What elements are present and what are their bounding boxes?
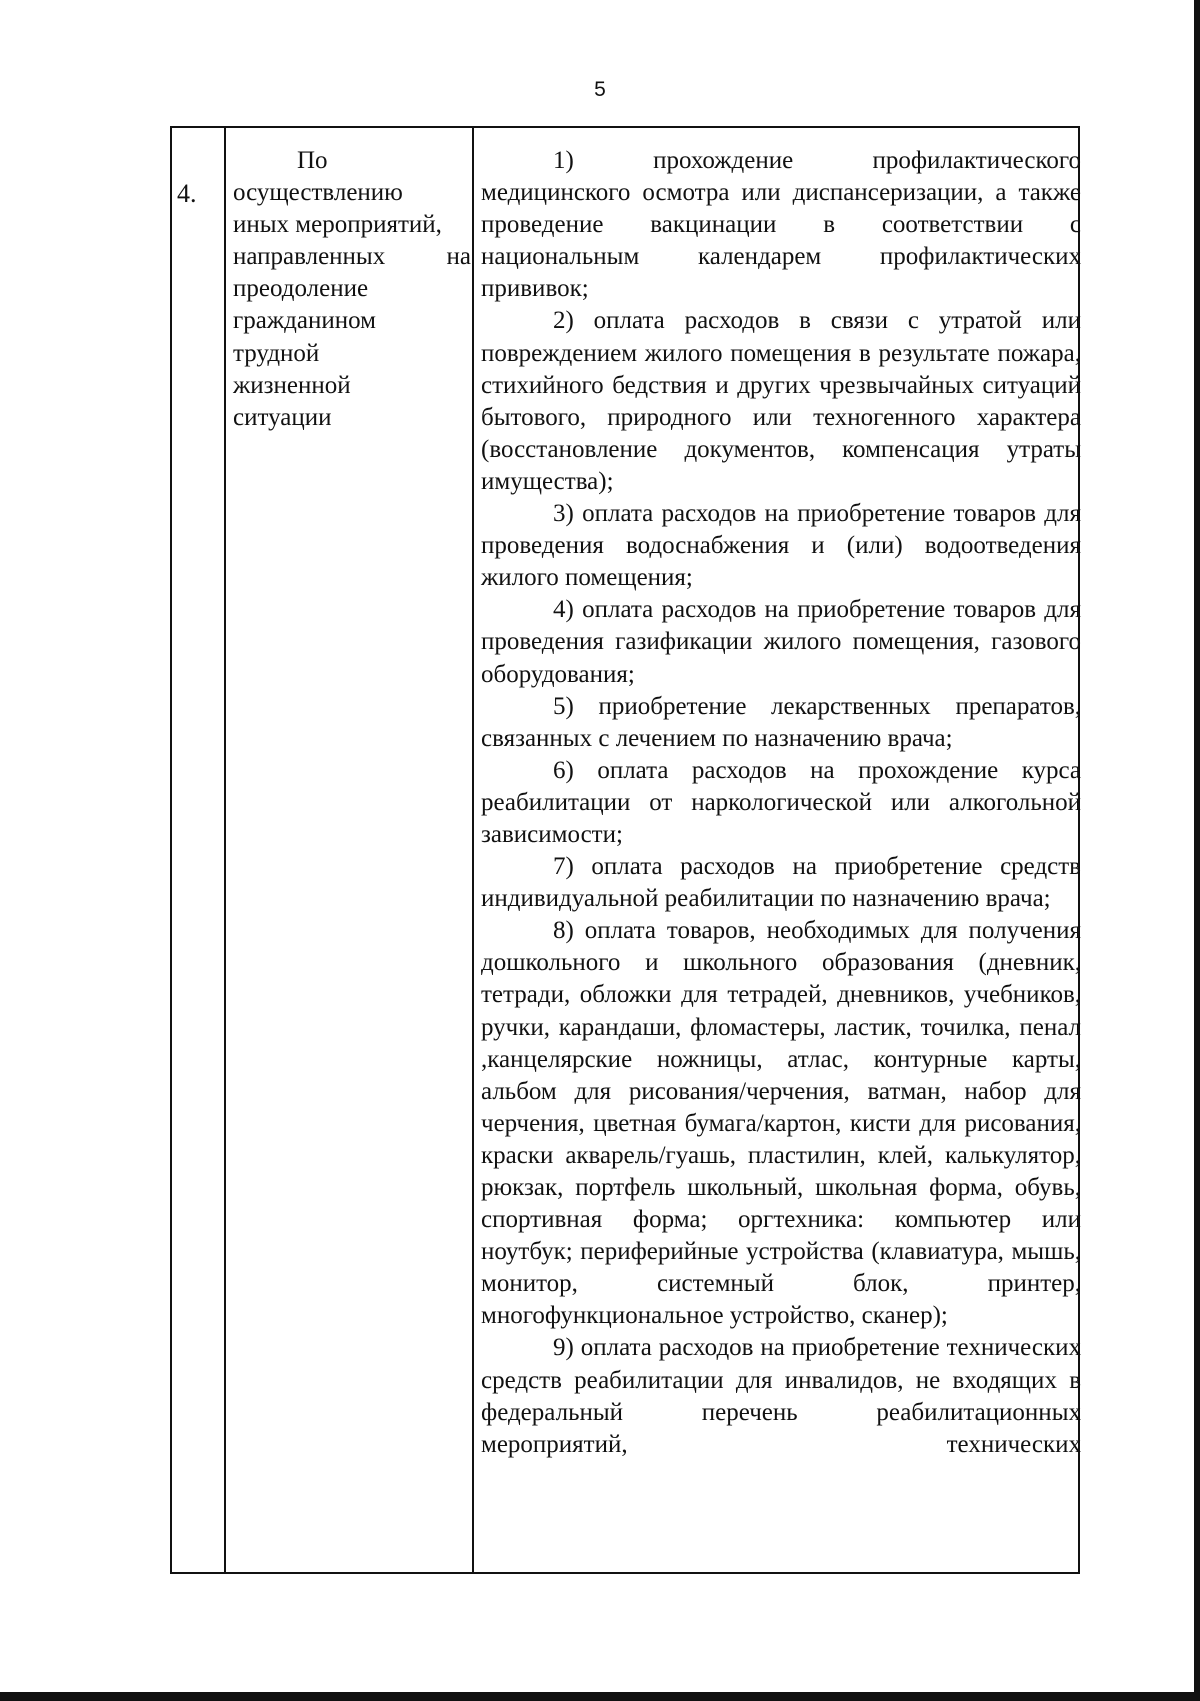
measures-table (170, 126, 1080, 1574)
list-item: 1) прохождение профилактического медицинского осмотра или диспансеризации, а также проведение вакцинации в соответствии с национальным календарем профилактических прививок; (481, 147, 1081, 303)
row-title (233, 145, 471, 434)
row-title-line: ситуации (233, 403, 332, 431)
row-title-line: жизненной (233, 371, 351, 399)
list-item: 9) оплата расходов на приобретение технических средств реабилитации для инвалидов, не входящих в федеральный перечень реабилитационных мероприятий, технических (481, 1334, 1081, 1458)
list-item: 4) оплата расходов на приобретение товаров для проведения газификации жилого помещения, газового оборудования; (481, 596, 1081, 688)
list-item: 6) оплата расходов на прохождение курса реабилитации от наркологической или алкогольной зависимости; (481, 756, 1081, 848)
column-divider (224, 128, 226, 1572)
scan-edge-right (1194, 0, 1200, 1701)
column-divider (472, 128, 474, 1572)
row-items (481, 145, 1081, 1461)
row-title-line: направленных на (233, 243, 471, 271)
row-title-line: По (297, 147, 328, 174)
row-title-line: преодоление (233, 275, 369, 303)
row-title-line: гражданином (233, 307, 376, 335)
row-title-line: осуществлению (233, 179, 403, 207)
list-item: 5) приобретение лекарственных препаратов, связанных с лечением по назначению врача; (481, 692, 1081, 752)
list-item: 8) оплата товаров, необходимых для получения дошкольного и школьного образования (дневник, тетради, обложки для тетрадей, дневников, учебников, ручки, карандаши, фломастеры, ластик, точилка, пенал ,канцелярские ножницы, атлас, контурные карты, альбом для рисования/черчения, ватман, набор для черчения, цветная бумага/картон, кисти для рисования, краски акварель/гуашь, пластилин, клей, калькулятор, рюкзак, портфель школьный, школьная форма, обувь, спортивная форма; оргтехника: компьютер или ноутбук; периферийные устройства (клавиатура, мышь, монитор, системный блок, принтер, многофункциональное устройство, сканер); (481, 917, 1081, 1330)
page-number: 5 (594, 78, 606, 101)
list-item: 7) оплата расходов на приобретение средств индивидуальной реабилитации по назначению врача; (481, 853, 1081, 913)
list-item: 2) оплата расходов в связи с утратой или повреждением жилого помещения в результате пожара, стихийного бедствия и других чрезвычайных ситуаций бытового, природного или техногенного характера (восстановление документов, компенсация утраты имущества); (481, 307, 1081, 495)
list-item: 3) оплата расходов на приобретение товаров для проведения водоснабжения и (или) водоотведения жилого помещения; (481, 500, 1081, 592)
row-title-line: иных мероприятий, (233, 211, 442, 239)
scan-edge-bottom (0, 1692, 1200, 1701)
row-number: 4. (177, 179, 197, 208)
row-title-line: трудной (233, 339, 320, 367)
